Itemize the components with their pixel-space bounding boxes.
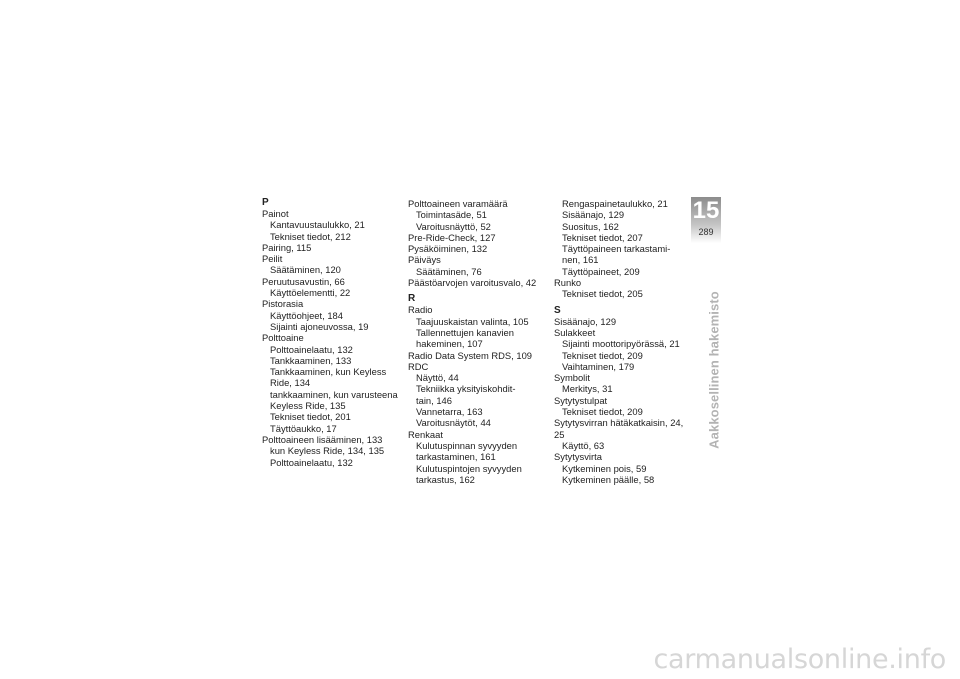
index-entry: Pairing, 115 <box>262 241 312 253</box>
index-entry: Polttoaine <box>262 332 304 344</box>
index-entry: Päästöarvojen varoitusvalo, 42 <box>408 277 537 289</box>
index-entry: Tekniset tiedot, 209 <box>562 406 643 418</box>
index-column-2 <box>408 198 548 485</box>
index-entry: Tekniset tiedot, 207 <box>562 231 643 243</box>
index-entry: Kulutuspintojen syvyyden <box>416 462 522 474</box>
index-entry: Käyttö, 63 <box>562 439 605 451</box>
index-entry: Toimintasäde, 51 <box>416 209 487 221</box>
index-entry: Polttoaineen varamäärä <box>408 198 508 209</box>
index-entry: Suositus, 162 <box>562 220 619 232</box>
index-entry: Kytkeminen pois, 59 <box>562 462 647 474</box>
section-title: Aakkosellinen hakemisto <box>706 291 722 449</box>
index-entry: Painot <box>262 208 289 219</box>
index-entry: nen, 161 <box>562 254 599 266</box>
index-entry: Runko <box>554 277 582 289</box>
index-entry: Peilit <box>262 253 283 265</box>
index-entry: Renkaat <box>408 428 443 440</box>
index-entry: tarkastus, 162 <box>416 473 475 485</box>
index-entry: Tekniset tiedot, 209 <box>562 349 643 361</box>
index-entry: Täyttöpaineen tarkastami- <box>562 243 671 255</box>
index-column-3 <box>554 198 694 485</box>
index-entry: Rengaspainetaulukko, 21 <box>562 198 668 209</box>
index-entry: Tankkaaminen, kun Keyless <box>270 366 387 378</box>
index-entry: hakeminen, 107 <box>416 338 483 350</box>
index-entry: Sytytystulpat <box>554 394 608 406</box>
index-entry: Peruutusavustin, 66 <box>262 275 345 287</box>
index-entry: Tekniset tiedot, 201 <box>270 411 351 423</box>
index-entry: Näyttö, 44 <box>416 372 459 384</box>
index-entry: Sytytysvirran hätäkatkaisin, 24, 25 <box>554 417 684 440</box>
index-entry: Polttoainelaatu, 132 <box>270 456 353 468</box>
index-entry: kun Keyless Ride, 134, 135 <box>270 445 385 457</box>
index-letter-heading: R <box>408 293 416 305</box>
index-entry: Pysäköiminen, 132 <box>408 243 488 255</box>
watermark: carmanualsonline.info <box>653 644 946 675</box>
index-entry: tankkaaminen, kun varusteena <box>270 388 398 400</box>
index-entry: Vaihtaminen, 179 <box>562 360 635 372</box>
index-entry: Tekniikka yksityiskohdit- <box>416 383 516 395</box>
index-entry: Merkitys, 31 <box>562 383 613 395</box>
index-entry: Sisäänajo, 129 <box>554 315 617 327</box>
index-entry: Sytytysvirta <box>554 451 602 463</box>
index-entry: Pre-Ride-Check, 127 <box>408 231 496 243</box>
index-entry: Säätäminen, 120 <box>270 264 341 276</box>
index-entry: Säätäminen, 76 <box>416 265 482 277</box>
index-entry: Vannetarra, 163 <box>416 406 483 418</box>
index-entry: Varoitusnäyttö, 52 <box>416 220 491 232</box>
index-entry: Käyttöohjeet, 184 <box>270 309 343 321</box>
index-entry: Polttoainelaatu, 132 <box>270 343 353 355</box>
index-entry: Radio <box>408 304 433 316</box>
index-entry: Sisäänajo, 129 <box>562 209 625 221</box>
index-entry: Käyttöelementti, 22 <box>270 287 351 299</box>
page-number: 289 <box>698 227 714 237</box>
index-entry: Sijainti moottoripyörässä, 21 <box>562 338 680 350</box>
index-entry: RDC <box>408 360 429 372</box>
index-entry: Keyless Ride, 135 <box>270 400 346 412</box>
index-entry: Pistorasia <box>262 298 304 310</box>
index-entry: Radio Data System RDS, 109 <box>408 349 533 361</box>
index-letter-heading: P <box>262 197 269 208</box>
index-letter-heading: S <box>554 304 561 316</box>
index-entry: Polttoaineen lisääminen, 133 <box>262 433 383 445</box>
index-entry: Taajuuskaistan valinta, 105 <box>416 315 529 327</box>
index-entry: Tekniset tiedot, 205 <box>562 288 643 300</box>
chapter-number: 15 <box>692 197 720 224</box>
index-entry: Kytkeminen päälle, 58 <box>562 473 655 485</box>
index-entry: Päiväys <box>408 254 441 266</box>
index-entry: Täyttöaukko, 17 <box>270 422 337 434</box>
index-entry: Varoitusnäytöt, 44 <box>416 417 491 429</box>
index-entry: Tekniset tiedot, 212 <box>270 230 351 242</box>
chapter-tab <box>691 197 721 243</box>
index-entry: Sulakkeet <box>554 326 596 338</box>
index-entry: Kulutuspinnan syvyyden <box>416 439 518 451</box>
index-entry: Ride, 134 <box>270 377 311 389</box>
index-entry: Tankkaaminen, 133 <box>270 354 352 366</box>
index-entry: Kantavuustaulukko, 21 <box>270 219 365 231</box>
index-entry: Symbolit <box>554 372 590 384</box>
index-entry: Täyttöpaineet, 209 <box>562 265 640 277</box>
index-entry: tain, 146 <box>416 394 452 406</box>
index-column-1 <box>262 198 402 468</box>
index-entry: Tallennettujen kanavien <box>416 326 514 338</box>
index-entry: Sijainti ajoneuvossa, 19 <box>270 320 369 332</box>
index-entry: tarkastaminen, 161 <box>416 451 496 463</box>
